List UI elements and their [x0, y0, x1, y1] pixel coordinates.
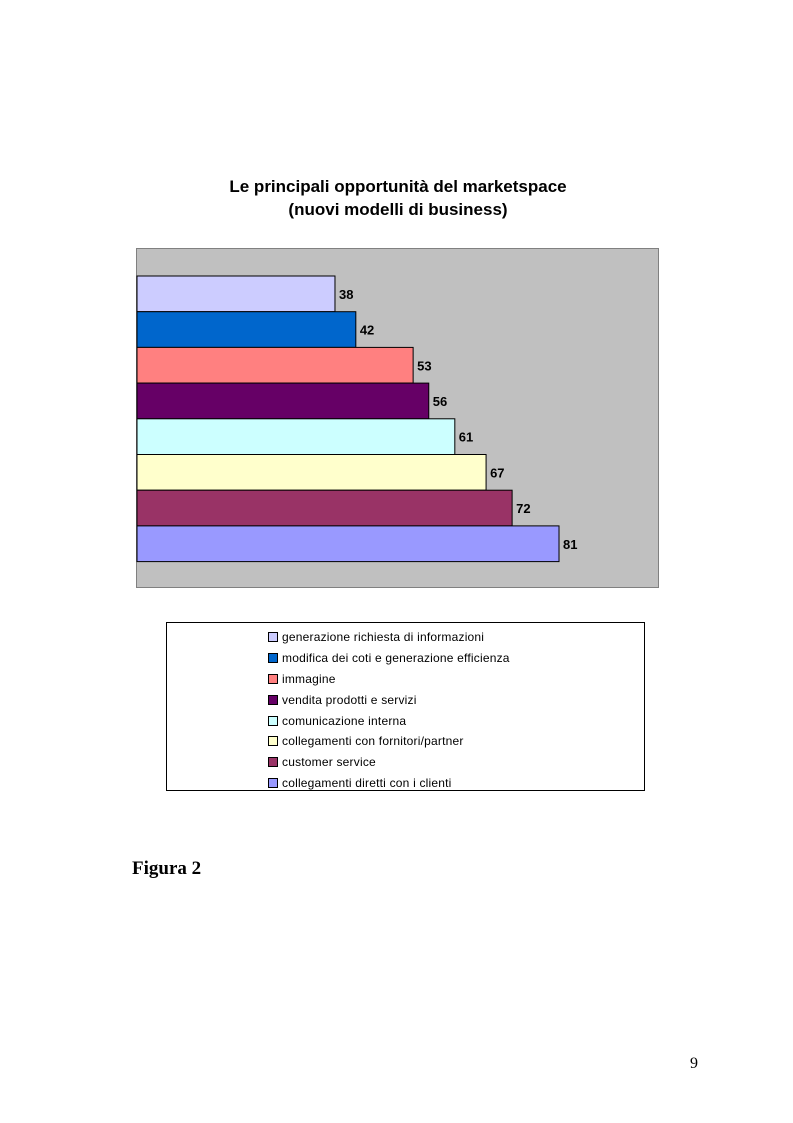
legend-swatch [268, 716, 278, 726]
bar-value-label: 72 [516, 501, 531, 517]
chart-legend [166, 622, 645, 791]
legend-label: vendita prodotti e servizi [282, 692, 417, 707]
bar-value-label: 53 [417, 358, 432, 374]
bar-8 [137, 526, 559, 562]
page-number: 9 [690, 1055, 698, 1072]
bar-3 [137, 347, 413, 383]
legend-swatch [268, 736, 278, 746]
legend-item [268, 773, 510, 794]
legend-label: comunicazione interna [282, 713, 407, 728]
legend-item [268, 669, 510, 690]
bar-value-label: 38 [338, 286, 354, 302]
legend-swatch [268, 757, 278, 767]
legend-item [268, 648, 510, 669]
legend-item [268, 627, 510, 648]
legend-label: collegamenti con fornitori/partner [282, 734, 464, 749]
legend-list [268, 627, 510, 793]
chart-subtitle: (nuovi modelli di business) [288, 200, 508, 219]
bar-4 [137, 383, 429, 419]
legend-item [268, 731, 510, 752]
legend-label: modifica dei coti e generazione efficienza [282, 651, 510, 666]
legend-swatch [268, 632, 278, 642]
bar-value-label: 56 [432, 393, 448, 409]
bar-6 [137, 455, 486, 491]
legend-swatch [268, 695, 278, 705]
figure-caption: Figura 2 [132, 858, 202, 879]
legend-label: customer service [282, 755, 376, 770]
bar-value-label: 81 [563, 536, 578, 552]
legend-swatch [268, 653, 278, 663]
legend-item [268, 752, 510, 773]
bar-2 [137, 312, 356, 348]
legend-item [268, 689, 510, 710]
legend-swatch [268, 778, 278, 788]
bar-7 [137, 490, 512, 526]
bar-value-label: 42 [359, 322, 375, 338]
legend-label: collegamenti diretti con i clienti [282, 775, 452, 790]
bar-value-label: 67 [490, 465, 505, 481]
bar-5 [137, 419, 455, 455]
bar-1 [137, 276, 335, 312]
legend-label: immagine [282, 671, 336, 686]
bar-value-label: 61 [458, 429, 474, 445]
legend-swatch [268, 674, 278, 684]
chart-title-line1: Le principali opportunità del marketspace [229, 177, 567, 196]
legend-item [268, 710, 510, 731]
legend-label: generazione richiesta di informazioni [282, 630, 485, 645]
